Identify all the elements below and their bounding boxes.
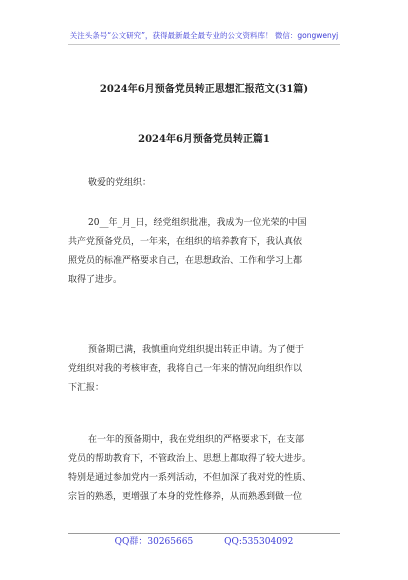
paragraph-line: 党员的帮助教育下，不管政治上、思想上都取得了较大进步。 xyxy=(68,454,312,464)
footer-qq-group: QQ群：30265665 xyxy=(114,537,194,547)
header-divider xyxy=(68,44,340,45)
paragraph-line: 特别是通过参加党内一系列活动，不但加深了我对党的性质、 xyxy=(68,473,312,483)
paragraph-1 xyxy=(68,214,348,290)
paragraph-line: 共产党预备党员，一年来，在组织的培养教育下，我认真依 xyxy=(68,237,303,247)
paragraph-line: 预备期已满，我慎重向党组织提出转正申请。为了便于 xyxy=(88,345,305,355)
section-title: 2024年6月预备党员转正篇1 xyxy=(138,134,270,145)
footer-contacts xyxy=(0,534,408,547)
paragraph-3 xyxy=(68,431,348,507)
document-title: 2024年6月预备党员转正思想汇报范文(31篇) xyxy=(99,84,309,95)
footer-qq-number: QQ:535304092 xyxy=(224,537,294,547)
paragraph-line: 在一年的预备期中，我在党组织的严格要求下，在支部 xyxy=(88,435,305,445)
paragraph-line: 20__年_月_日，经党组织批准，我成为一位光荣的中国 xyxy=(88,218,307,228)
paragraph-line: 下汇报： xyxy=(68,383,105,393)
paragraph-line: 取得了进步。 xyxy=(68,275,123,285)
paragraph-2 xyxy=(68,341,348,398)
salutation: 敬爱的党组织： xyxy=(88,178,152,188)
paragraph-line: 照党员的标准严格要求自己，在思想政治、工作和学习上都 xyxy=(68,256,303,266)
paragraph-line: 党组织对我的考核审查，我将自己一年来的情况向组织作以 xyxy=(68,364,303,374)
paragraph-line: 宗旨的熟悉，更增强了本身的党性修养，从而熟悉到做一位 xyxy=(68,492,303,502)
header-banner: 关注头条号“公文研究”，获得最新最全最专业的公文资料库！ 微信：gongwenyj xyxy=(69,31,339,40)
